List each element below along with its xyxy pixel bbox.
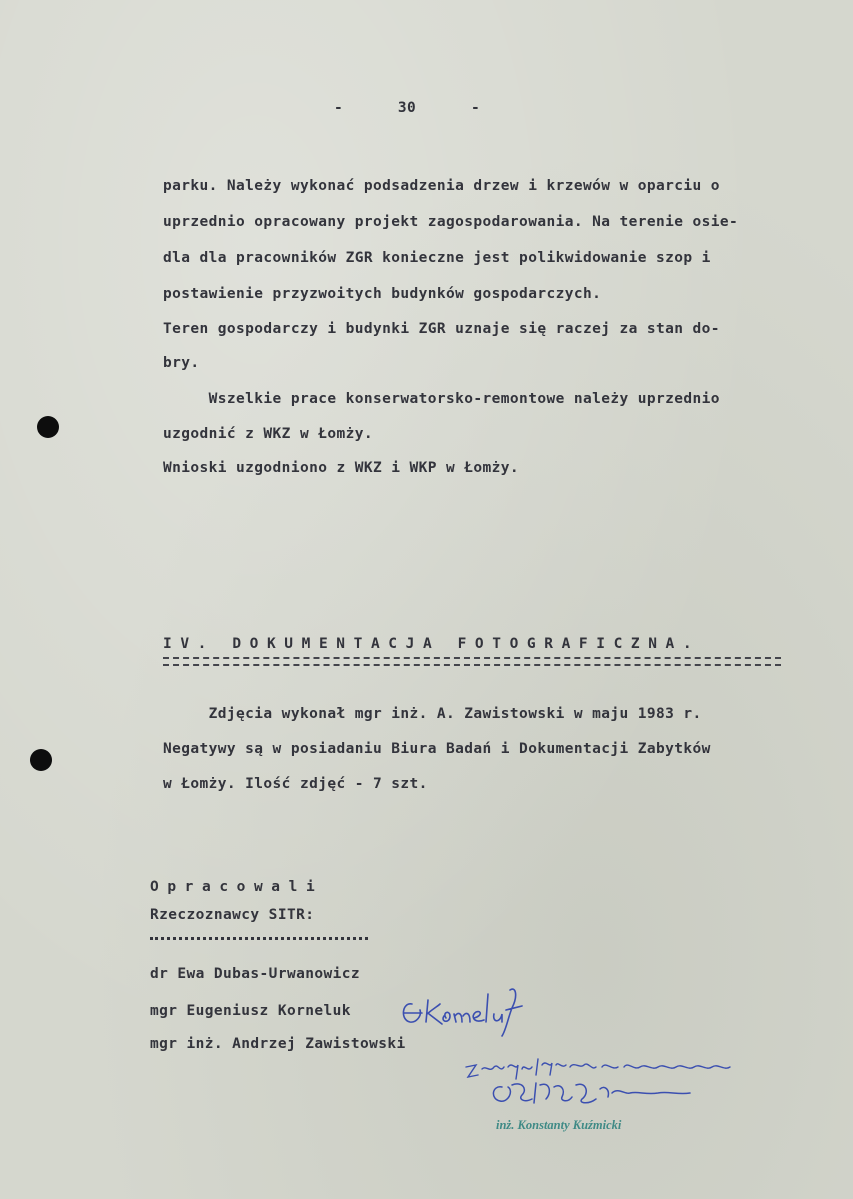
text-line: Wszelkie prace konserwatorsko-remontowe należy uprzednio <box>163 391 720 407</box>
text-line: Teren gospodarczy i budynki ZGR uznaje się raczej za stan do- <box>163 321 720 337</box>
text-line: w Łomży. Ilość zdjęć - 7 szt. <box>163 776 428 792</box>
text-line: Negatywy są w posiadaniu Biura Badań i Dokumentacji Zabytków <box>163 741 711 757</box>
text-line: parku. Należy wykonać podsadzenia drzew i krzewów w oparciu o <box>163 178 720 194</box>
section-heading: IV. DOKUMENTACJA FOTOGRAFICZNA. <box>163 636 701 652</box>
text-line: Zdjęcia wykonał mgr inż. A. Zawistowski w maju 1983 r. <box>163 706 702 722</box>
author-name: dr Ewa Dubas-Urwanowicz <box>150 966 360 982</box>
korneluk-signature <box>398 986 544 1038</box>
prepared-by-label: Opracowali <box>150 879 324 895</box>
page-number: - 30 - <box>334 100 481 116</box>
text-line: dla dla pracowników ZGR konieczne jest polikwidowanie szop i <box>163 250 711 266</box>
text-line: Wnioski uzgodniono z WKZ i WKP w Łomży. <box>163 460 520 476</box>
author-name: mgr inż. Andrzej Zawistowski <box>150 1036 406 1052</box>
experts-label: Rzeczoznawcy SITR: <box>150 907 315 923</box>
text-line: uprzednio opracowany projekt zagospodarowania. Na terenie osie- <box>163 214 739 230</box>
text-line: uzgodnić z WKZ w Łomży. <box>163 426 373 442</box>
author-name: mgr Eugeniusz Korneluk <box>150 1003 351 1019</box>
punch-hole-bottom <box>30 749 52 771</box>
punch-hole-top <box>37 416 59 438</box>
text-line: bry. <box>163 355 200 371</box>
text-line: postawienie przyzwoitych budynków gospodarczych. <box>163 286 602 302</box>
stamp: inż. Konstanty Kuźmicki <box>496 1118 622 1132</box>
zawistowski-signature <box>462 1055 737 1117</box>
signature-divider <box>150 937 368 940</box>
heading-underline <box>163 657 781 666</box>
